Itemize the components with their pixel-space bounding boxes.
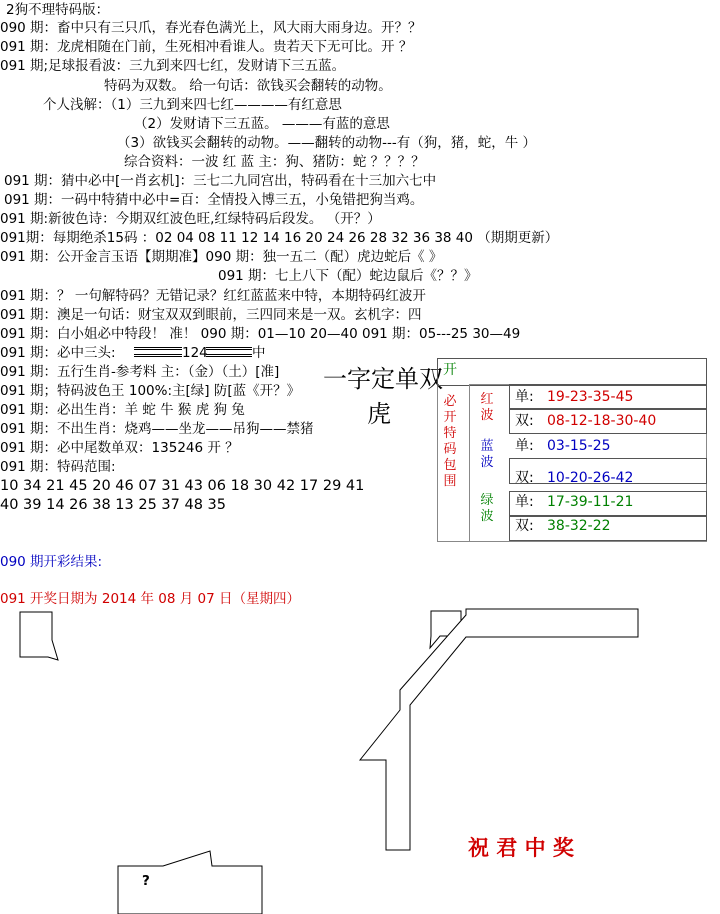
green-double-numbers: 38-32-22 — [547, 518, 611, 534]
wave-name-green: 绿波 — [480, 493, 494, 524]
text-line: 特码为双数。 给一句话：欲钱买会翻转的动物。 — [104, 78, 392, 94]
red-double-numbers: 08-12-18-30-40 — [547, 413, 657, 429]
page-title: 2狗不理特码版： — [6, 2, 110, 18]
overlay-animal: 虎 — [367, 400, 391, 428]
bottom-callout-shape — [118, 851, 262, 914]
text-line: 091 期：必中三头: — [0, 345, 116, 361]
text-line: 091期：每期绝杀15码 ：02 04 08 11 12 14 16 20 24 26 28 32 36 38 40 （期期更新） — [0, 230, 559, 246]
numbers-line: 40 39 14 26 38 13 25 37 48 35 — [0, 497, 226, 513]
bottom-question-mark: ? — [142, 873, 150, 889]
text-line: 091 期:新彼色诗：今期双红波色旺,红绿特码后段发。 （开？） — [0, 211, 381, 227]
text-line: 091 期：澳足一句话：财宝双双到眼前，三四同来是一双。玄机字：四 — [0, 307, 422, 323]
left-callout-shape — [20, 612, 58, 660]
single-label: 单: — [515, 389, 534, 405]
text-line: 091 期：一码中特猜中必中=百：全情投入博三五，小兔错把狗当鸡。 — [4, 192, 424, 208]
text-line: 091 期：？ 一句解特码？无错记录？红红蓝蓝来中特，本期特码红波开 — [0, 288, 426, 304]
panel-title-vertical: 必开特码包围 — [443, 394, 457, 489]
overlay-phrase: 一字定单双 — [323, 365, 443, 393]
text-line: 091 期：特码范围: — [0, 459, 116, 475]
text-line: （2）发财请下三五蓝。 ———有蓝的意思 — [134, 116, 390, 132]
blue-single-numbers: 03-15-25 — [547, 438, 611, 454]
text-line: 091 期：不出生肖：烧鸡——坐龙——吊狗——禁猪 — [0, 421, 314, 437]
text-line: 中 — [252, 345, 266, 361]
result-label: 090 期开彩结果: — [0, 554, 103, 570]
text-line: 综合资料：一波 红 蓝 主：狗、猪防：蛇 ？？？？ — [124, 154, 425, 170]
text-line: 090 期：畜中只有三只爪，春光春色满光上，风大雨大雨身边。开？？ — [0, 20, 422, 36]
numbers-line: 10 34 21 45 20 46 07 31 43 06 18 30 42 17 29 41 — [0, 478, 365, 494]
text-line: 091 期：七上八下（配）蛇边鼠后《？？》 — [218, 268, 478, 284]
green-single-numbers: 17-39-11-21 — [547, 494, 634, 510]
wave-name-red: 红波 — [480, 392, 494, 423]
double-label: 双: — [515, 518, 534, 534]
text-line: 091 期：龙虎相随在门前，生死相冲看谁人。贵若天下无可比。开 ？ — [0, 39, 413, 55]
text-line: 124 — [182, 345, 208, 361]
text-line: 091 期；特码波色王 100%:主[绿] 防[蓝《开？》 — [0, 383, 301, 399]
double-label: 双: — [515, 470, 534, 486]
blessing-text: 祝 君 中 奖 — [468, 835, 574, 860]
panel-open-label: 开 — [443, 362, 457, 378]
wave-name-blue: 蓝波 — [480, 439, 494, 470]
text-line: 个人浅解：（1）三九到来四七红————有红意思 — [43, 97, 342, 113]
text-line: 091 期：必出生肖：羊 蛇 牛 猴 虎 狗 兔 — [0, 402, 245, 418]
double-label: 双: — [515, 413, 534, 429]
red-single-numbers: 19-23-35-45 — [547, 389, 634, 405]
text-line: （3）欲钱买会翻转的动物。——翻转的动物---有（狗，猪，蛇，牛 ） — [117, 135, 536, 151]
number-one-shape — [360, 609, 638, 850]
text-line: 091 期：白小姐必中特段！ 准！ 090 期：01—10 20—40 091 期：05---25 30—49 — [0, 326, 521, 342]
text-line: 091 期;足球报看波：三九到来四七红，发财请下三五蓝。 — [0, 58, 346, 74]
draw-date: 091 开奖日期为 2014 年 08 月 07 日（星期四） — [0, 591, 301, 607]
text-line: 091 期：五行生肖-参考料 主：（金）（土）[准] — [0, 364, 280, 380]
text-line: 091 期：公开金言玉语【期期准】090 期：独一五二（配）虎边蛇后《 》 — [0, 249, 443, 265]
blue-double-numbers: 10-20-26-42 — [547, 470, 634, 486]
text-line: 091 期：猜中必中[一肖玄机]：三七二九同宫出，特码看在十三加六七中 — [4, 173, 437, 189]
single-label: 单: — [515, 494, 534, 510]
text-line: 091 期：必中尾数单双：135246 开 ？ — [0, 440, 239, 456]
single-label: 单: — [515, 438, 534, 454]
